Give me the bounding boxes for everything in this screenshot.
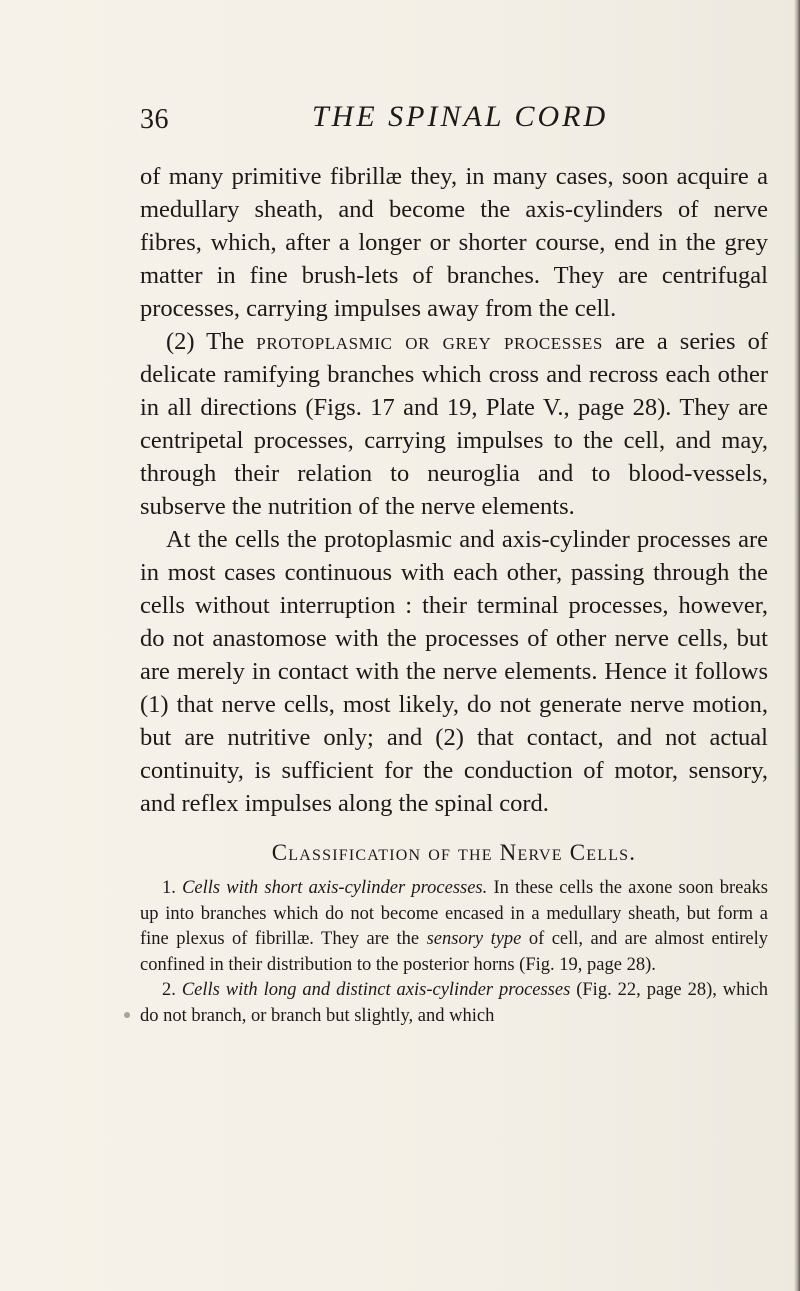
item-text-end: of cell, and are almost entirely confined in their distribution to the posterior horns (Fig. 19, page 28). bbox=[140, 929, 768, 975]
section-heading: Classification of the Nerve Cells. bbox=[271, 840, 637, 865]
paragraph-axis-cylinder-continued: of many primitive fibrillæ they, in many cases, soon acquire a medullary sheath, and become the axis-cylinders of nerve fibres, which, after a longer or shorter course, end in the grey matter in fine brush-lets of branches. They are centrifugal processes, carrying impulses away from the cell. bbox=[140, 163, 768, 322]
running-title: THE SPINAL CORD bbox=[312, 100, 609, 133]
body-text bbox=[140, 160, 768, 1029]
item-title: Cells with long and distinct axis-cylinder processes bbox=[181, 980, 571, 1000]
item-text: In these cells the axone soon breaks up into branches which do not become encased in a medullary sheath, but form a fine plexus of fibrillæ. They are the bbox=[140, 878, 768, 949]
paragraph-continuity: At the cells the protoplasmic and axis-cylinder processes are in most cases continuous with each other, passing through the cells without interruption : their terminal processes, however, do not anastomose with the processes of other nerve cells, but are merely in contact with the nerve elements. Hence it follows (1) that nerve cells, most likely, do not generate nerve motion, but are nutritive only; and (2) that contact, and not actual continuity, is sufficient for the conduction of motor, sensory, and reflex impulses along the spinal cord. bbox=[140, 526, 768, 817]
page-header bbox=[140, 100, 720, 144]
item-emphasis: sensory type bbox=[426, 929, 522, 949]
item-number: 1. bbox=[162, 878, 183, 898]
term-protoplasmic-processes: protoplasmic or grey processes bbox=[256, 328, 603, 355]
classification-item-1 bbox=[140, 876, 768, 978]
paragraph-protoplasmic-processes bbox=[140, 325, 768, 523]
ink-blot bbox=[124, 1012, 130, 1018]
item-text: (Fig. 22, page 28), which do not branch, or branch but slightly, and which bbox=[140, 980, 769, 1026]
paragraph-lead: (2) The bbox=[166, 328, 257, 355]
page-number: 36 bbox=[140, 104, 169, 135]
item-number: 2. bbox=[162, 980, 182, 1000]
item-title: Cells with short axis-cylinder processes. bbox=[182, 878, 488, 898]
page-edge-shadow bbox=[794, 0, 800, 1291]
paragraph-rest: are a series of delicate ramifying branches which cross and recross each other in all directions (Figs. 17 and 19, Plate V., page 28). They are centripetal processes, carrying impulses to the cell, and may, through their relation to neuroglia and to blood-vessels, subserve the nutrition of the nerve elements. bbox=[140, 328, 769, 520]
classification-item-2 bbox=[140, 978, 768, 1029]
